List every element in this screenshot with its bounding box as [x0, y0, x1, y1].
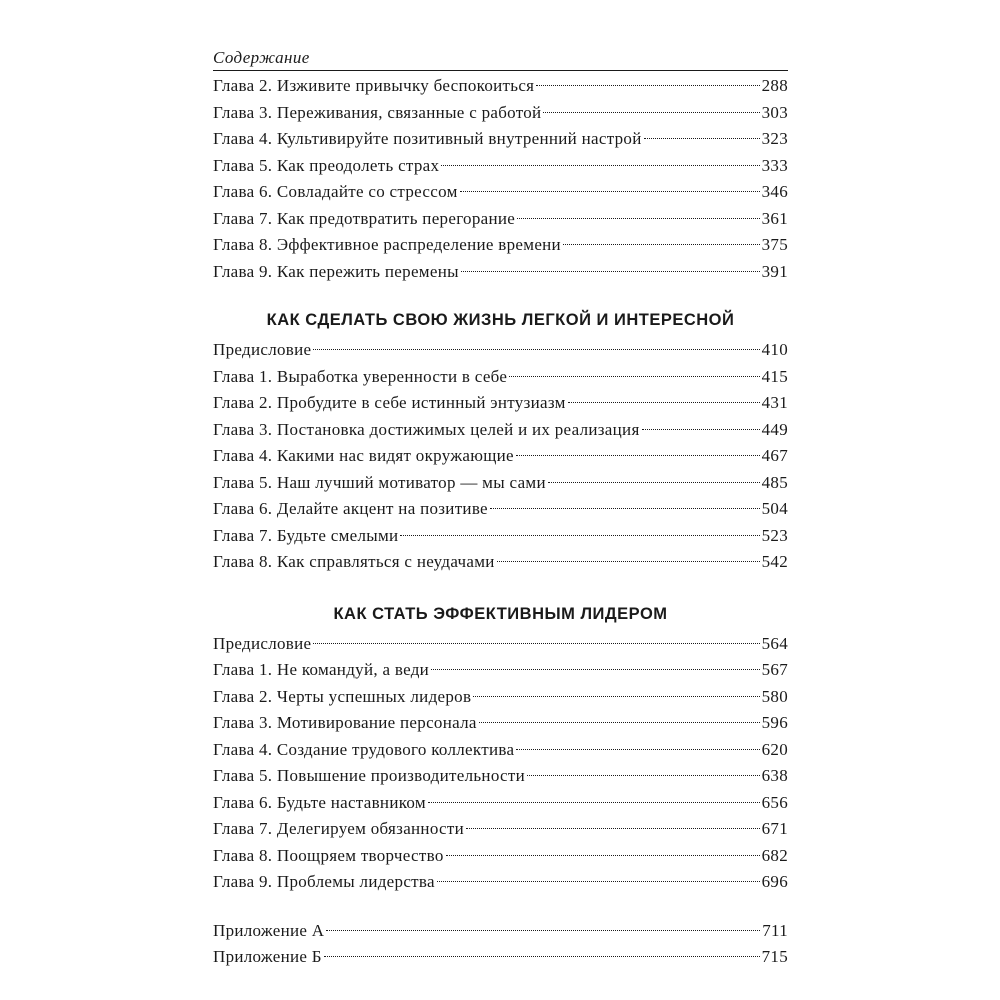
toc-entry-page: 391: [761, 261, 788, 281]
toc-entry-page: 449: [761, 419, 788, 439]
toc-entry-page: 715: [761, 947, 788, 966]
toc-entry[interactable]: [213, 100, 788, 127]
section-heading: КАК СТАТЬ ЭФФЕКТИВНЫМ ЛИДЕРОМ: [333, 604, 668, 623]
toc-entry-page: 671: [761, 819, 788, 838]
toc-entry[interactable]: [213, 179, 788, 206]
toc-entry-title: Глава 4. Культивируйте позитивный внутренний настрой: [213, 129, 642, 148]
toc-entry[interactable]: [213, 790, 788, 817]
toc-entry-page: 323: [761, 129, 788, 148]
dot-leader: [431, 669, 760, 670]
running-header: Содержание: [213, 48, 788, 71]
toc-entry-title: Глава 4. Создание трудового коллектива: [213, 739, 515, 759]
toc-entry-page: 638: [761, 766, 788, 785]
toc-entry-page: 361: [761, 208, 788, 228]
dot-leader: [313, 643, 759, 644]
dot-leader: [326, 930, 760, 931]
toc-entry-title: Глава 8. Эффективное распределение времени: [213, 235, 561, 254]
toc-entry[interactable]: [213, 496, 788, 523]
dot-leader: [479, 722, 760, 723]
toc-entry[interactable]: [213, 710, 788, 737]
dot-leader: [473, 696, 759, 697]
dot-leader: [446, 855, 760, 856]
dot-leader: [466, 828, 760, 829]
toc-entry-title: Глава 6. Делайте акцент на позитиве: [213, 499, 488, 518]
toc-entry-page: 596: [761, 713, 788, 732]
dot-leader: [563, 244, 760, 245]
toc-entry[interactable]: [213, 232, 788, 259]
dot-leader: [509, 376, 759, 377]
toc-entry-appendix-b[interactable]: [213, 944, 788, 971]
dot-leader: [536, 85, 759, 86]
toc-entry[interactable]: [213, 337, 788, 364]
dot-leader: [441, 165, 759, 166]
dot-leader: [313, 349, 759, 350]
toc-entry-title: Глава 5. Как преодолеть страх: [213, 155, 440, 175]
dot-leader: [490, 508, 760, 509]
toc-entry-title: Глава 3. Переживания, связанные с работой: [213, 102, 542, 122]
dot-leader: [497, 561, 760, 562]
toc-entry-title: Приложение Б: [213, 947, 322, 966]
toc-entry-page: 467: [761, 446, 788, 465]
toc-entry-page: 504: [761, 499, 788, 518]
toc-entry[interactable]: [213, 763, 788, 790]
toc-entry-page: 288: [761, 76, 788, 95]
dot-leader: [460, 191, 760, 192]
toc-entry-title: Глава 7. Делегируем обязанности: [213, 819, 465, 838]
toc-section-1: [213, 73, 788, 285]
toc-entry-title: Глава 1. Не командуй, а веди: [213, 660, 430, 679]
toc-entry-title: Глава 7. Как предотвратить перегорание: [213, 208, 516, 228]
dot-leader: [437, 881, 760, 882]
toc-entry-title: Приложение А: [213, 920, 325, 940]
toc-entry-page: 542: [761, 552, 788, 571]
dot-leader: [461, 271, 760, 272]
toc-entry[interactable]: [213, 153, 788, 180]
toc-entry-title: Глава 2. Пробудите в себе истинный энтузиазм: [213, 393, 566, 412]
section-heading: КАК СДЕЛАТЬ СВОЮ ЖИЗНЬ ЛЕГКОЙ И ИНТЕРЕСНОЙ: [266, 311, 735, 329]
toc-entry-title: Глава 8. Поощряем творчество: [213, 845, 444, 865]
toc-entry[interactable]: [213, 684, 788, 711]
toc-entry-title: Предисловие: [213, 633, 312, 653]
toc-section-2: [213, 337, 788, 576]
toc-entry-page: 580: [761, 686, 788, 706]
toc-entry-page: 620: [761, 739, 788, 759]
toc-entry-page: 523: [761, 525, 788, 545]
toc-entry-page: 375: [761, 235, 788, 254]
toc-entry[interactable]: [213, 206, 788, 233]
toc-entry-appendix-a[interactable]: [213, 918, 788, 945]
toc-entry[interactable]: [213, 737, 788, 764]
dot-leader: [516, 455, 760, 456]
toc-entry-title: Глава 7. Будьте смелыми: [213, 525, 399, 545]
toc-entry-title: Глава 4. Какими нас видят окружающие: [213, 446, 514, 465]
toc-entry[interactable]: [213, 816, 788, 843]
toc-entry-title: Глава 8. Как справляться с неудачами: [213, 552, 495, 571]
toc-entry-page: 485: [761, 472, 788, 492]
dot-leader: [516, 749, 759, 750]
toc-entry[interactable]: [213, 843, 788, 870]
toc-entry-page: 711: [762, 920, 788, 940]
toc-entry-title: Глава 5. Повышение производительности: [213, 766, 526, 785]
dot-leader: [642, 429, 760, 430]
toc-entry[interactable]: [213, 549, 788, 576]
toc-entry[interactable]: [213, 631, 788, 658]
toc-entry[interactable]: [213, 390, 788, 417]
toc-entry-title: Глава 2. Черты успешных лидеров: [213, 686, 472, 706]
toc-entry[interactable]: [213, 869, 788, 896]
toc-entry-title: Глава 9. Проблемы лидерства: [213, 872, 435, 891]
toc-entry-page: 567: [761, 660, 788, 679]
toc-entry-page: 303: [761, 102, 788, 122]
toc-entry-title: Глава 3. Мотивирование персонала: [213, 713, 477, 732]
toc-entry[interactable]: [213, 73, 788, 100]
dot-leader: [644, 138, 760, 139]
toc-entry[interactable]: [213, 523, 788, 550]
toc-appendix: [213, 918, 788, 971]
toc-entry-title: Глава 9. Как пережить перемены: [213, 261, 459, 281]
dot-leader: [548, 482, 760, 483]
toc-entry-page: 410: [761, 340, 788, 359]
dot-leader: [527, 775, 760, 776]
toc-entry[interactable]: [213, 417, 788, 444]
toc-page: [213, 48, 788, 971]
toc-entry-title: Глава 2. Изживите привычку беспокоиться: [213, 76, 535, 95]
toc-entry-page: 656: [761, 792, 788, 812]
toc-entry-page: 431: [761, 393, 788, 412]
dot-leader: [568, 402, 760, 403]
toc-entry-page: 564: [761, 633, 788, 653]
dot-leader: [428, 802, 760, 803]
toc-entry-title: Глава 6. Совладайте со стрессом: [213, 182, 458, 201]
toc-entry-title: Предисловие: [213, 340, 312, 359]
toc-entry[interactable]: [213, 364, 788, 391]
toc-section-3: [213, 631, 788, 896]
toc-entry-page: 696: [761, 872, 788, 891]
toc-entry[interactable]: [213, 443, 788, 470]
toc-entry[interactable]: [213, 126, 788, 153]
dot-leader: [517, 218, 759, 219]
toc-entry[interactable]: [213, 470, 788, 497]
toc-entry-title: Глава 1. Выработка уверенности в себе: [213, 366, 508, 386]
dot-leader: [324, 956, 760, 957]
toc-entry-page: 415: [761, 366, 788, 386]
dot-leader: [400, 535, 759, 536]
toc-entry-page: 346: [761, 182, 788, 201]
toc-entry-page: 333: [761, 155, 788, 175]
toc-entry-title: Глава 5. Наш лучший мотиватор — мы сами: [213, 472, 546, 492]
toc-entry[interactable]: [213, 259, 788, 286]
toc-entry-title: Глава 6. Будьте наставником: [213, 792, 426, 812]
toc-entry-title: Глава 3. Постановка достижимых целей и их реализация: [213, 419, 640, 439]
toc-entry-page: 682: [761, 845, 788, 865]
toc-entry[interactable]: [213, 657, 788, 684]
dot-leader: [543, 112, 759, 113]
